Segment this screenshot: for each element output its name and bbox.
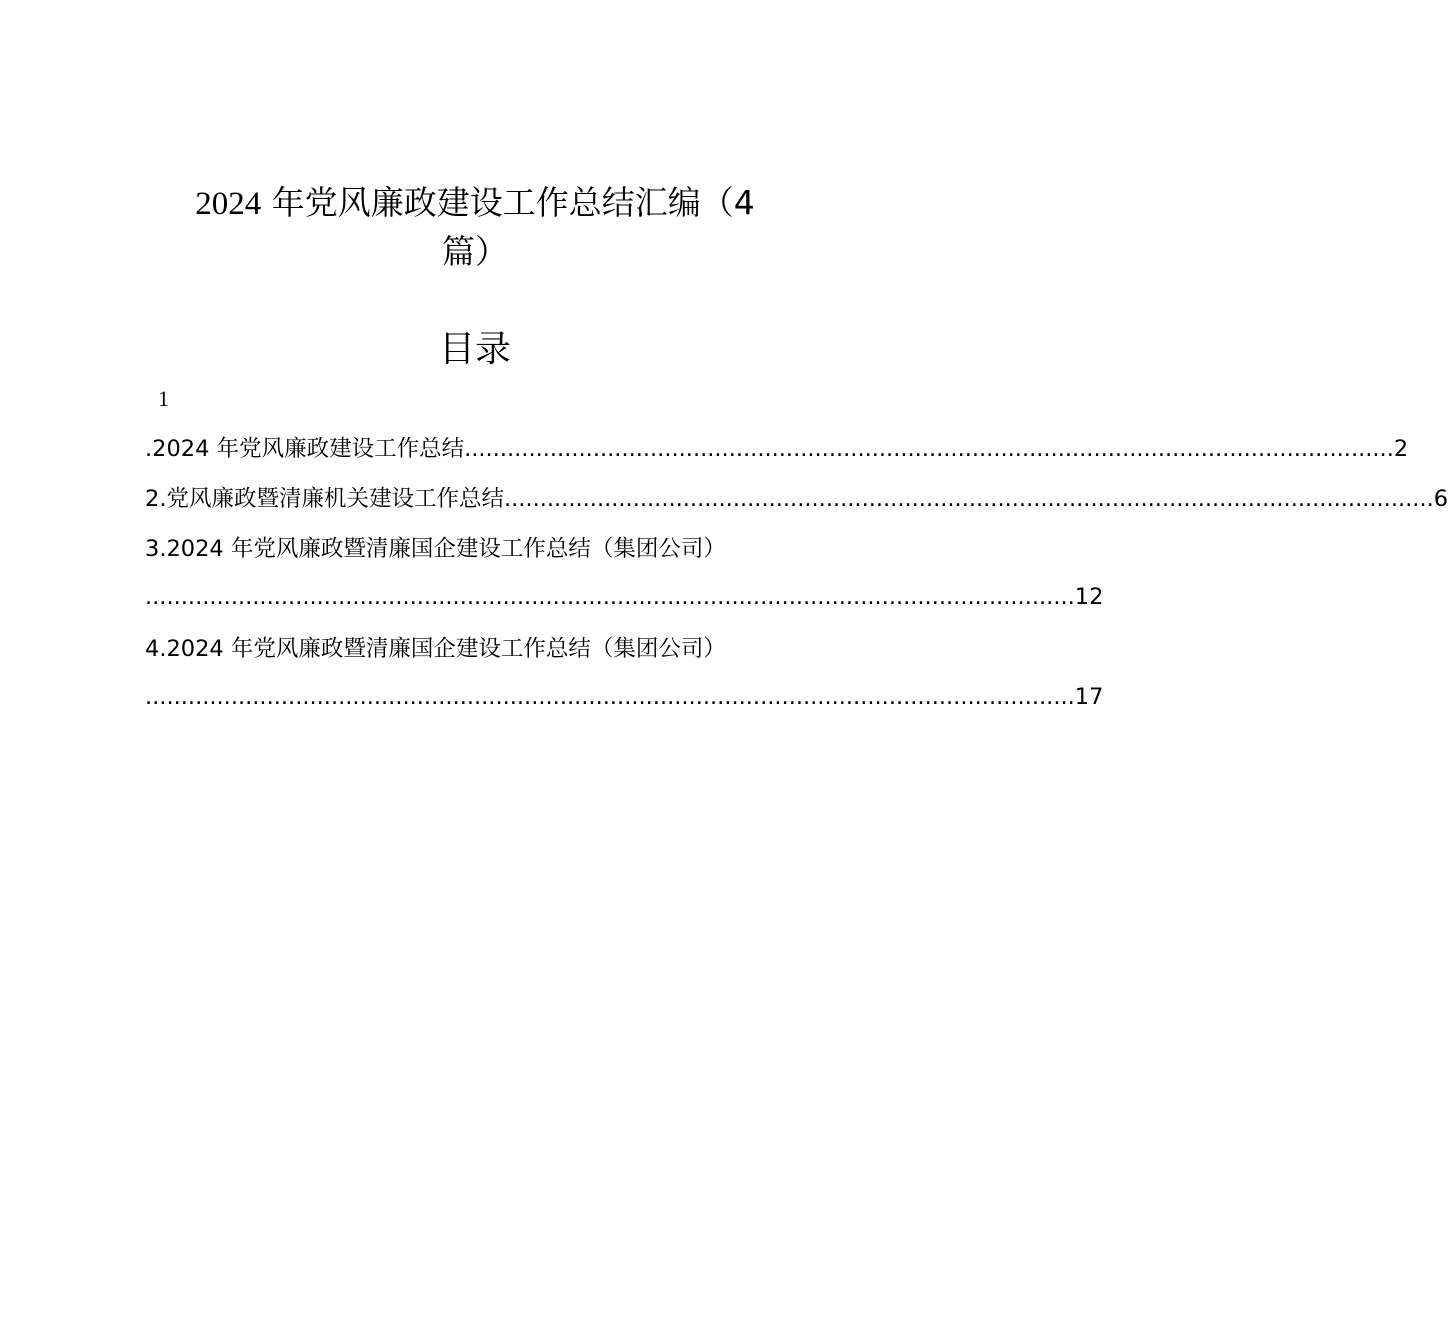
toc-entry-4[interactable] [145, 632, 805, 666]
toc-page-number: 17 [1074, 684, 1104, 710]
toc-dot-leader: .................................................................................................................................. [145, 584, 1075, 610]
toc-entry-label: 3.2024 年党风廉政暨清廉国企建设工作总结（集团公司） [145, 536, 726, 562]
document-title-line-2: 篇） [442, 232, 508, 271]
toc-heading: 目录 [438, 329, 511, 370]
toc-dot-leader: .................................................................................................................................. [503, 486, 1434, 512]
title-text: 年党风廉政建设工作总结汇编（4 [261, 183, 755, 222]
toc-entry-3-leader-line[interactable] [145, 580, 1104, 614]
toc-dot-leader: .................................................................................................................................. [145, 684, 1075, 710]
toc-entry-3[interactable] [145, 532, 805, 566]
toc-page-number: 2 [1393, 436, 1409, 462]
toc-entry-1[interactable] [145, 432, 1409, 466]
toc-page-number: 6 [1433, 486, 1448, 512]
toc-dot-leader: .................................................................................................................................. [464, 436, 1394, 462]
toc-entry-label: 4.2024 年党风廉政暨清廉国企建设工作总结（集团公司） [145, 636, 726, 662]
toc-page-number: 12 [1074, 584, 1104, 610]
toc-entry-label: 2.党风廉政暨清廉机关建设工作总结 [145, 486, 504, 512]
toc-entry-label: .2024 年党风廉政建设工作总结 [145, 436, 465, 462]
toc-entry-2[interactable] [145, 482, 1448, 516]
title-year: 2024 [195, 186, 262, 222]
stray-number: 1 [158, 386, 169, 411]
toc-entry-4-leader-line[interactable] [145, 680, 1104, 714]
document-title-line-1 [0, 178, 950, 229]
